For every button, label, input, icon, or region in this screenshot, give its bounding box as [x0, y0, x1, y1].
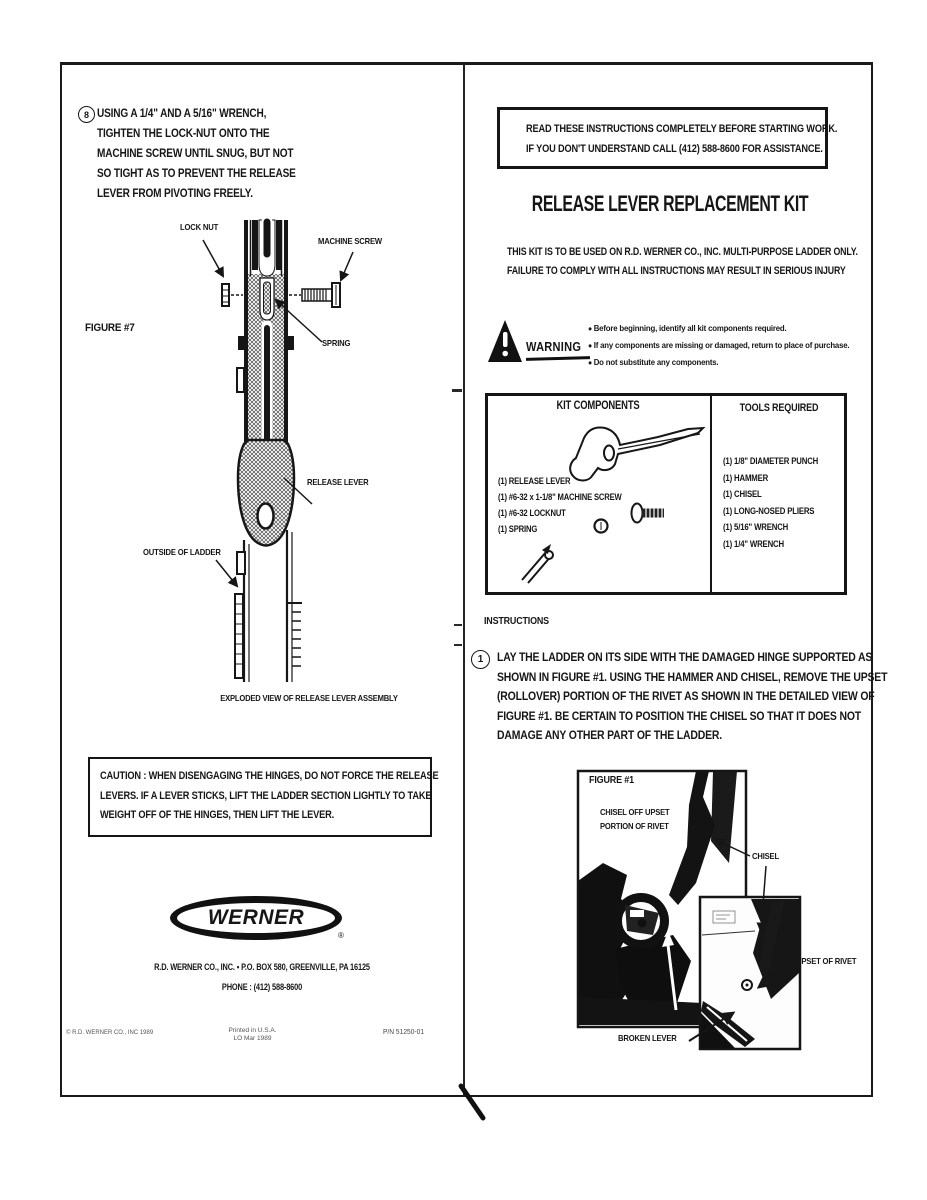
- step-8-number: 8: [78, 106, 95, 123]
- list-item: (1) SPRING: [498, 524, 538, 534]
- figure-7-exploded-view-drawing: [60, 214, 420, 714]
- instructions-heading: INSTRUCTIONS: [484, 615, 549, 627]
- list-item: (1) 5/16" WRENCH: [723, 522, 789, 533]
- read-notice-text: READ THESE INSTRUCTIONS COMPLETELY BEFORE STARTING WORK. IF YOU DON'T UNDERSTAND CALL (412) 588-8600 FOR ASSISTANCE.: [526, 123, 838, 155]
- list-item: (1) 1/4" WRENCH: [723, 538, 784, 550]
- figure-7-label: FIGURE #7: [85, 322, 135, 334]
- outside-of-ladder-label: OUTSIDE OF LADDER: [143, 547, 221, 557]
- tools-required-header: TOOLS REQUIRED: [739, 402, 819, 414]
- caution-text: CAUTION : WHEN DISENGAGING THE HINGES, DO NOT FORCE THE RELEASE LEVERS. IF A LEVER STICKS, LIFT THE LADDER SECTION LIGHTLY TO TAKE WEIGHT OFF OF THE HINGES, THEN LIFT THE LEVER.: [100, 770, 439, 821]
- figure-1-caption: CHISEL OFF UPSET PORTION OF RIVET: [600, 808, 670, 831]
- list-item: (1) HAMMER: [723, 472, 769, 484]
- release-lever-label: RELEASE LEVER: [307, 477, 369, 487]
- step-1-number: 1: [471, 650, 490, 669]
- machine-screw-label: MACHINE SCREW: [318, 236, 382, 246]
- figure-7-caption: EXPLODED VIEW OF RELEASE LEVER ASSEMBLY: [220, 694, 398, 703]
- kit-machine-screw-drawing: [630, 500, 668, 526]
- pen-mark: [445, 1078, 505, 1128]
- list-item: (1) LONG-NOSED PLIERS: [723, 505, 815, 517]
- figure-1-label: FIGURE #1: [589, 775, 634, 786]
- footer-part-number: P/N 51250-01: [383, 1029, 425, 1036]
- outside-ladder-leader: [216, 560, 237, 586]
- company-address: R.D. WERNER CO., INC. • P.O. BOX 580, GREENVILLE, PA 16125: [154, 962, 370, 973]
- list-item: (1) 1/8" DIAMETER PUNCH: [723, 456, 819, 467]
- warning-triangle-icon: [488, 320, 522, 362]
- lock-nut-part: [222, 284, 229, 306]
- werner-logo: [170, 896, 342, 940]
- footer-copyright: © R.D. WERNER CO., INC 1989: [66, 1029, 154, 1036]
- warning-label: WARNING: [526, 339, 582, 354]
- chisel-label: CHISEL: [752, 851, 779, 861]
- scan-mark: [452, 389, 462, 392]
- scan-mark: [454, 624, 462, 626]
- caution-box: [88, 757, 439, 837]
- step-1-text: LAY THE LADDER ON ITS SIDE WITH THE DAMAGED HINGE SUPPORTED AS SHOWN IN FIGURE #1. USING THE HAMMER AND CHISEL, REMOVE THE UPSET (ROLLOVER) PORTION OF THE RIVET AS SHOWN IN THE DETAILED VIEW OF FIGURE #1. BE CERTAIN TO POSITION THE CHISEL SO THAT IT DOES NOT DAMAGE ANY OTHER PART OF THE LADDER.: [497, 650, 888, 742]
- list-item: (1) CHISEL: [723, 489, 762, 500]
- list-item: (1) RELEASE LEVER: [498, 476, 571, 486]
- lock-nut-label: LOCK NUT: [180, 222, 219, 232]
- tools-items-list: [723, 454, 818, 553]
- kit-items-list: [498, 473, 622, 537]
- registered-mark: ®: [338, 931, 344, 940]
- usage-subtitle: THIS KIT IS TO BE USED ON R.D. WERNER CO., INC. MULTI-PURPOSE LADDER ONLY. FAILURE TO COMPLY WITH ALL INSTRUCTIONS MAY RESULT IN SERIOUS INJURY: [507, 246, 858, 277]
- read-notice-box: [497, 107, 838, 169]
- scan-mark: [454, 644, 462, 646]
- machine-screw-leader: [341, 252, 353, 280]
- footer-printed: Printed in U.S.A. LO Mar 1989: [228, 1027, 277, 1042]
- list-item: (1) #6-32 LOCKNUT: [498, 508, 566, 518]
- upset-of-rivet-label: UPSET OF RIVET: [796, 956, 857, 966]
- broken-lever-label: BROKEN LEVER: [618, 1033, 677, 1043]
- kit-spring-drawing: [518, 542, 562, 586]
- spring-label: SPRING: [322, 338, 351, 348]
- warning-bullets: ● Before beginning, identify all kit components required. ● If any components are missing or damaged, return to place of purchase. ● Do not substitute any components.: [588, 320, 849, 371]
- step-8-text: USING A 1/4" AND A 5/16" WRENCH, TIGHTEN THE LOCK-NUT ONTO THE MACHINE SCREW UNTIL SNUG, BUT NOT SO TIGHT AS TO PREVENT THE RELEASE LEVER FROM PIVOTING FREELY.: [97, 106, 296, 200]
- lock-nut-leader: [203, 240, 223, 276]
- list-item: (1) #6-32 x 1-1/8" MACHINE SCREW: [498, 492, 622, 502]
- company-phone: PHONE : (412) 588-8600: [221, 982, 303, 993]
- column-divider: [463, 62, 465, 1097]
- spring-part: [264, 282, 271, 314]
- kit-tools-table-divider: [710, 395, 712, 593]
- kit-components-header: KIT COMPONENTS: [556, 400, 640, 412]
- werner-logo-text: WERNER: [207, 906, 305, 929]
- page-title: RELEASE LEVER REPLACEMENT KIT: [531, 191, 809, 216]
